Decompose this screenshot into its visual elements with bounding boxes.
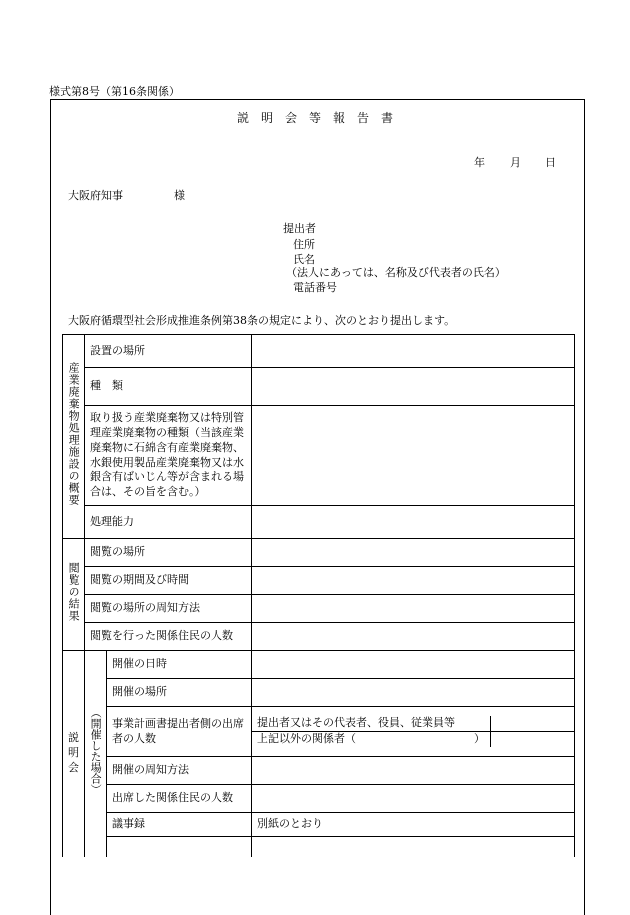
facility-section-header: 産業廃棄物処理施設の概要 [63,335,85,539]
meeting-table [62,650,575,857]
submitter-address-label: 住所 [293,238,315,251]
attendees-other-value[interactable] [491,732,574,747]
meeting-residents-value[interactable] [252,785,575,813]
inspection-place-label: 閲覧の場所 [85,539,252,567]
capacity-value[interactable] [252,506,575,539]
minutes-value: 別紙のとおり [252,813,575,837]
meeting-subheader: （開催した場合） [85,651,107,857]
submitter-note: （法人にあっては、名称及び代表者の氏名） [286,266,506,279]
meeting-datetime-value[interactable] [252,651,575,679]
meeting-datetime-label: 開催の日時 [107,651,252,679]
addressee-honorific: 様 [174,189,185,202]
date-month: 月 [510,156,521,169]
capacity-label: 処理能力 [85,506,252,539]
inspection-table [62,538,575,651]
inspection-notice-value[interactable] [252,595,575,623]
waste-type-value[interactable] [252,406,575,506]
facility-type-label: 種 類 [85,368,252,406]
attendees-staff-value[interactable] [491,716,574,731]
meeting-notice-label: 開催の周知方法 [107,757,252,785]
attendees-staff-label: 提出者又はその代表者、役員、従業員等 [252,716,491,731]
facility-place-label: 設置の場所 [85,335,252,368]
continuation-value [252,837,575,857]
meeting-notice-value[interactable] [252,757,575,785]
submitter-label: 提出者 [283,222,316,235]
date-year: 年 [474,156,485,169]
meeting-attendees-label: 事業計画書提出者側の出席者の人数 [107,707,252,757]
attendees-other-label: 上記以外の関係者（ ） [252,732,491,747]
inspection-residents-label: 閲覧を行った関係住民の人数 [85,623,252,651]
minutes-label: 議事録 [107,813,252,837]
inspection-period-label: 閲覧の期間及び時間 [85,567,252,595]
facility-table [62,334,575,539]
meeting-section-header: 説 明 会 [63,651,85,857]
waste-type-label: 取り扱う産業廃棄物又は特別管理産業廃棄物の種類（当該産業廃棄物に石綿含有産業廃棄物、水銀使用製品産業廃棄物又は水銀含有ばいじん等が含まれる場合は、その旨を含む。） [85,406,252,506]
inspection-place-value[interactable] [252,539,575,567]
meeting-place-label: 開催の場所 [107,679,252,707]
facility-place-value[interactable] [252,335,575,368]
page-title: 説 明 会 等 報 告 書 [236,111,393,125]
submitter-name-label: 氏名 [293,253,315,266]
continuation-label [107,837,252,857]
meeting-residents-label: 出席した関係住民の人数 [107,785,252,813]
form-number: 様式第8号（第16条関係） [49,85,180,98]
meeting-place-value[interactable] [252,679,575,707]
date-day: 日 [545,156,556,169]
inspection-section-header: 閲覧の結果 [63,539,85,651]
addressee: 大阪府知事 [68,189,123,202]
facility-type-value[interactable] [252,368,575,406]
inspection-notice-label: 閲覧の場所の周知方法 [85,595,252,623]
inspection-residents-value[interactable] [252,623,575,651]
inspection-period-value[interactable] [252,567,575,595]
submitter-phone-label: 電話番号 [293,281,337,294]
meeting-attendees-split [252,707,575,757]
intro-text: 大阪府循環型社会形成推進条例第38条の規定により、次のとおり提出します。 [68,314,456,327]
